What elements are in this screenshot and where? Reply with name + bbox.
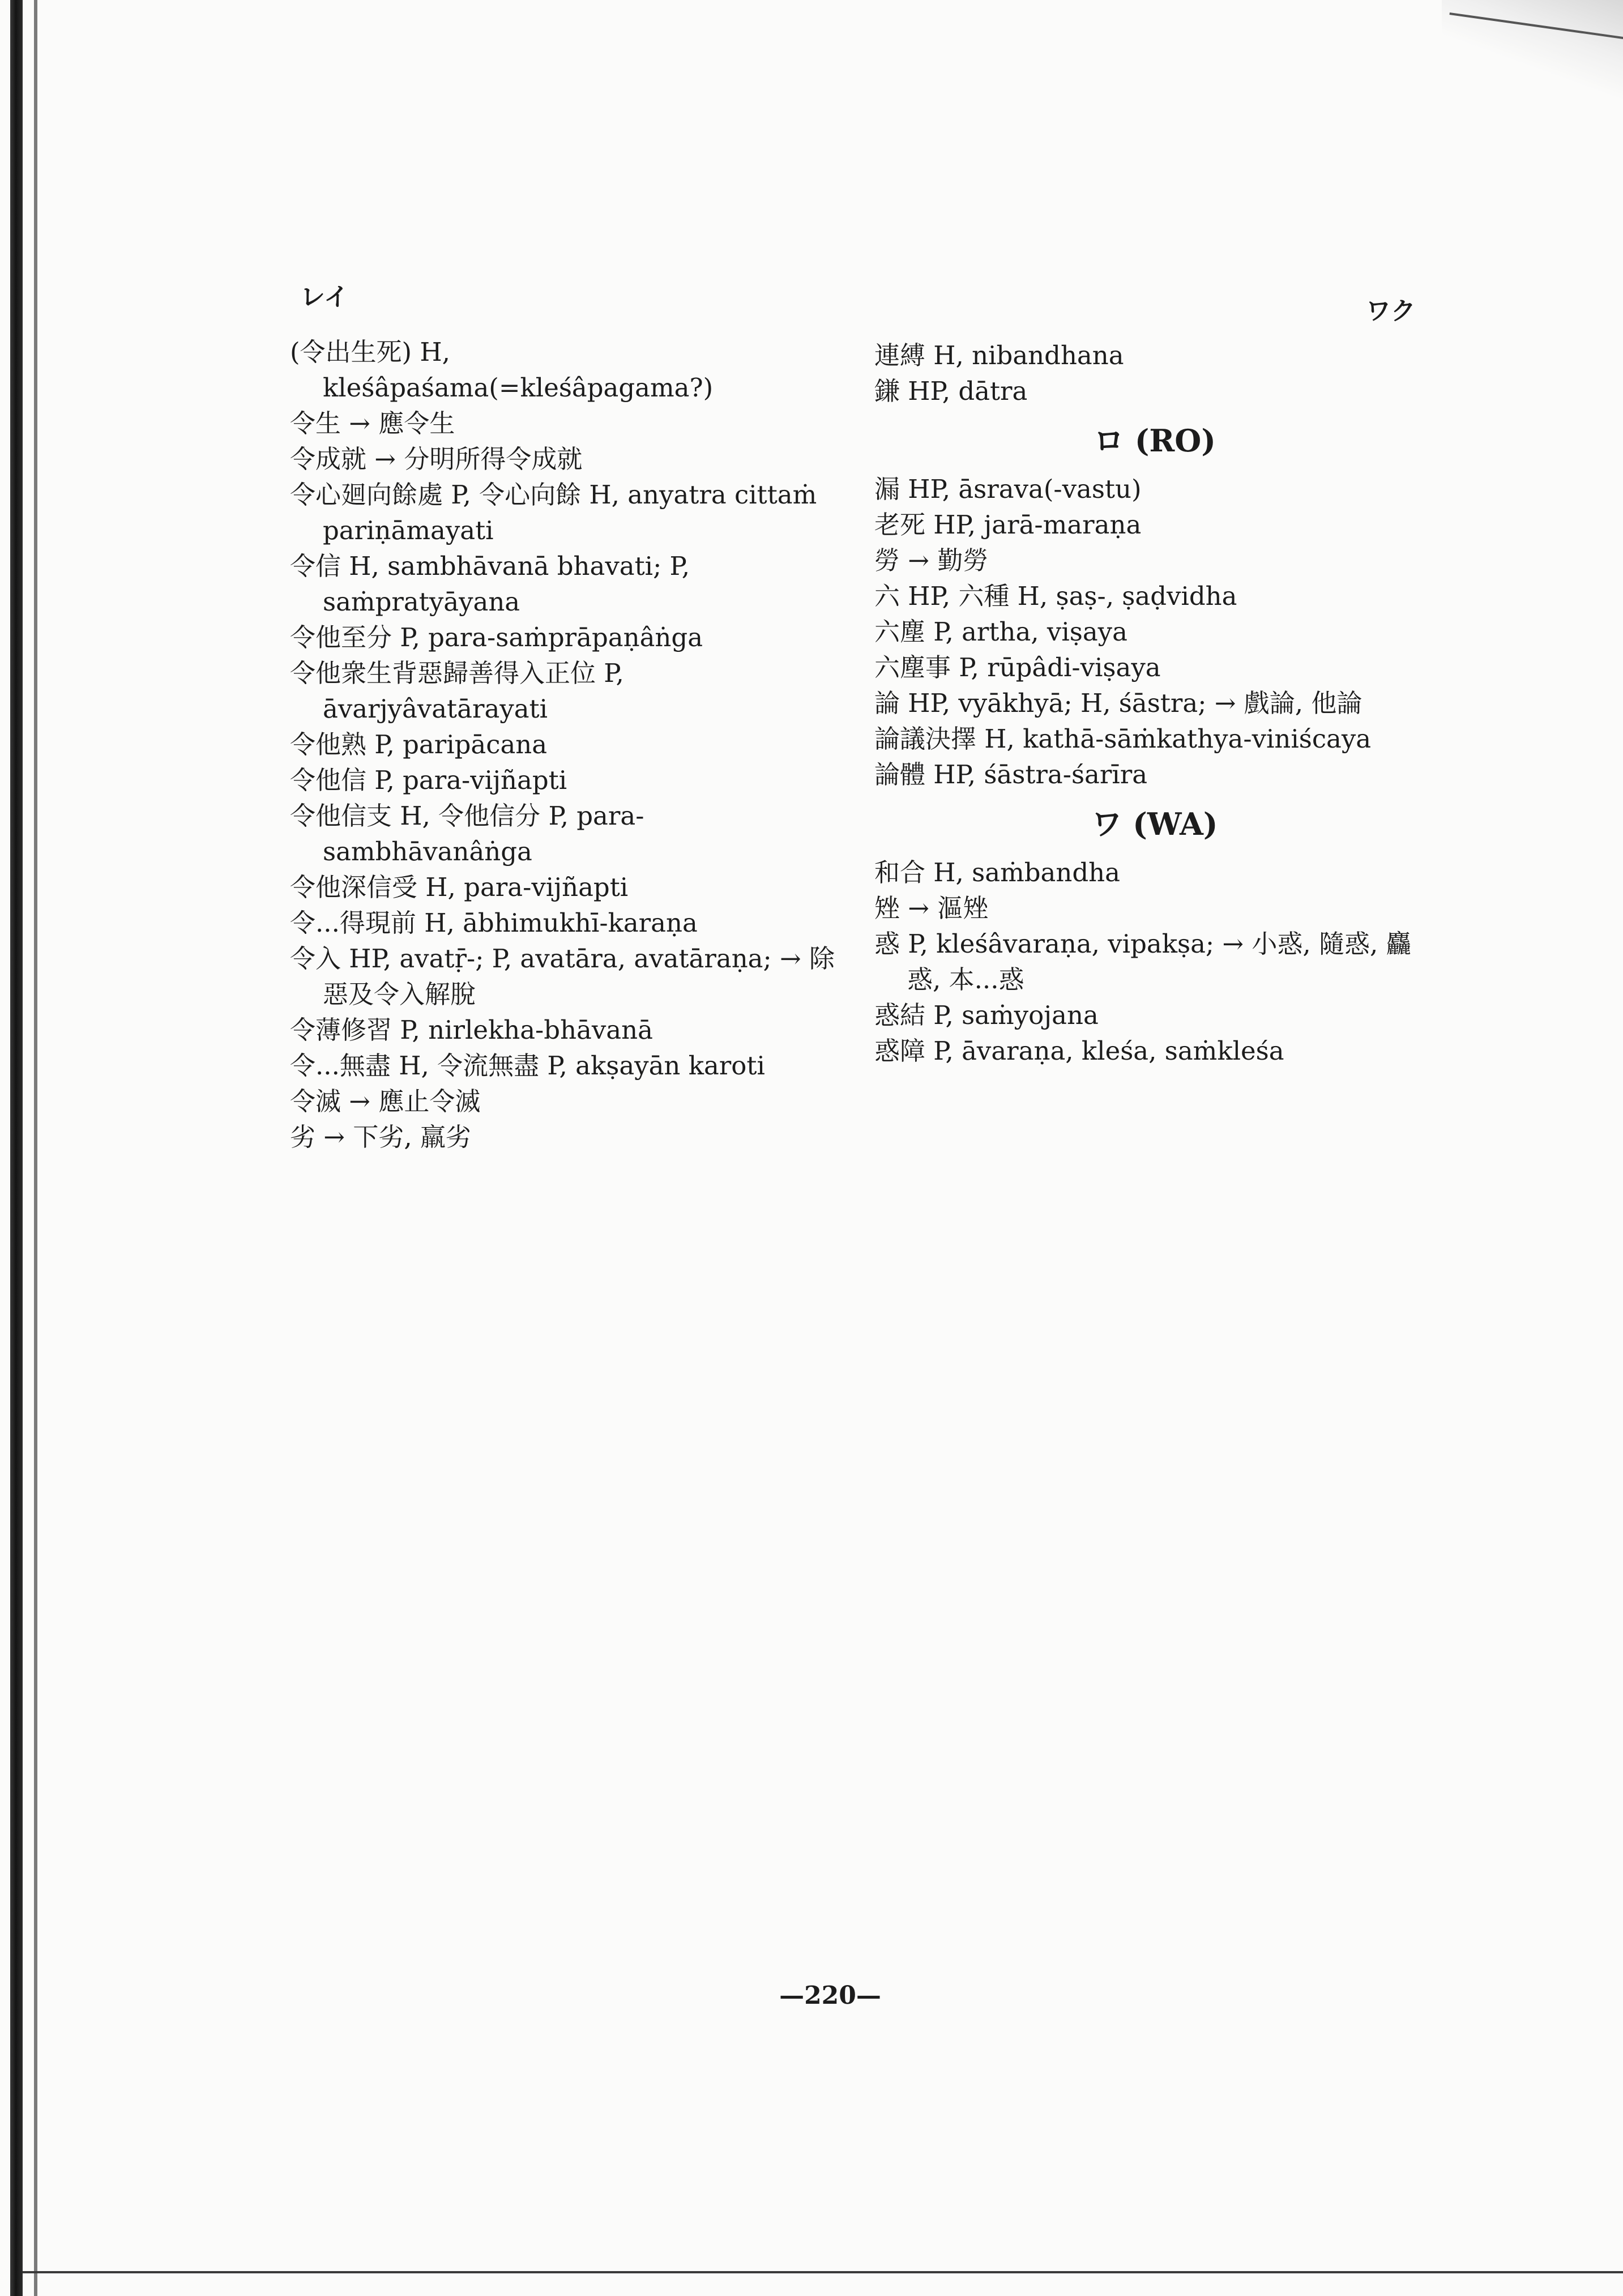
- left-column: [290, 334, 839, 1155]
- section-heading-ro: ロ (RO): [1094, 423, 1216, 459]
- dictionary-entry: 六塵事 P, rūpâdi-viṣaya: [874, 652, 1161, 682]
- dictionary-entry: 矬 → 漚矬: [874, 893, 989, 923]
- dictionary-entry: 令他至分 P, para-saṁprāpaṇâṅga: [290, 622, 703, 652]
- dictionary-entry: 惑障 P, āvaraṇa, kleśa, saṁkleśa: [874, 1036, 1284, 1066]
- right-column: [874, 338, 1435, 1069]
- dictionary-entry: 論議決擇 H, kathā-sāṁkathya-viniścaya: [874, 724, 1372, 754]
- dictionary-entry: 老死 HP, jarā-maraṇa: [874, 510, 1142, 540]
- scan-binding-edge: [10, 0, 23, 2296]
- dictionary-entry: 六塵 P, artha, viṣaya: [874, 617, 1127, 647]
- page-number: —220—: [779, 1981, 881, 2010]
- dictionary-entry: 令成就 → 分明所得令成就: [290, 444, 583, 474]
- dictionary-entry: 令薄修習 P, nirlekha-bhāvanā: [290, 1015, 653, 1045]
- dictionary-entry: 漏 HP, āsrava(-vastu): [874, 474, 1142, 504]
- dictionary-entry: (令出生死) H, kleśâpaśama(=kleśâpagama?): [290, 337, 714, 403]
- section-heading-wa: ワ (WA): [1091, 806, 1218, 842]
- dictionary-entry: 令信 H, sambhāvanā bhavati; P, saṁpratyāyana: [290, 551, 690, 617]
- dictionary-entry: 令他深信受 H, para-vijñapti: [290, 872, 629, 902]
- dictionary-entry: 惑 P, kleśâvaraṇa, vipakṣa; → 小惑, 隨惑, 麤惑, 本...惑: [874, 929, 1412, 995]
- dictionary-entry: 令他信 P, para-vijñapti: [290, 765, 567, 795]
- running-header-left: レイ: [300, 283, 349, 311]
- dictionary-entry: 令...無盡 H, 令流無盡 P, akṣayān karoti: [290, 1051, 765, 1081]
- dictionary-entry: 和合 H, saṁbandha: [874, 857, 1120, 887]
- dictionary-entry: 劣 → 下劣, 羸劣: [290, 1122, 471, 1152]
- dictionary-entry: 令...得現前 H, ābhimukhī-karaṇa: [290, 908, 698, 938]
- dictionary-entry: 令他熟 P, paripācana: [290, 729, 548, 759]
- dictionary-entry: 論體 HP, śāstra-śarīra: [874, 759, 1148, 789]
- dictionary-entry: 令心廻向餘處 P, 令心向餘 H, anyatra cittaṁ pariṇāmayati: [290, 480, 817, 545]
- dictionary-entry: 論 HP, vyākhyā; H, śāstra; → 戲論, 他論: [874, 688, 1363, 718]
- dictionary-entry: 令滅 → 應止令滅: [290, 1086, 481, 1116]
- dictionary-entry: 令入 HP, avatṝ-; P, avatāra, avatāraṇa; → 除惡及令入解脫: [290, 944, 835, 1009]
- dictionary-entry: 令他衆生背惡歸善得入正位 P, āvarjyâvatārayati: [290, 658, 624, 724]
- dictionary-entry: 鎌 HP, dātra: [874, 376, 1028, 406]
- scan-binding-line: [34, 0, 37, 2296]
- dictionary-entry: 連縛 H, nibandhana: [874, 340, 1124, 370]
- running-header-right: ワク: [1366, 297, 1416, 326]
- dictionary-entry: 勞 → 勤勞: [874, 545, 989, 575]
- dictionary-entry: 令生 → 應令生: [290, 408, 455, 438]
- scan-bottom-edge: [23, 2271, 1623, 2273]
- dictionary-entry: 令他信支 H, 令他信分 P, para-sambhāvanâṅga: [290, 801, 644, 867]
- dictionary-entry: 六 HP, 六種 H, ṣaṣ-, ṣaḍvidha: [874, 581, 1237, 611]
- dictionary-entry: 惑結 P, saṁyojana: [874, 1000, 1099, 1030]
